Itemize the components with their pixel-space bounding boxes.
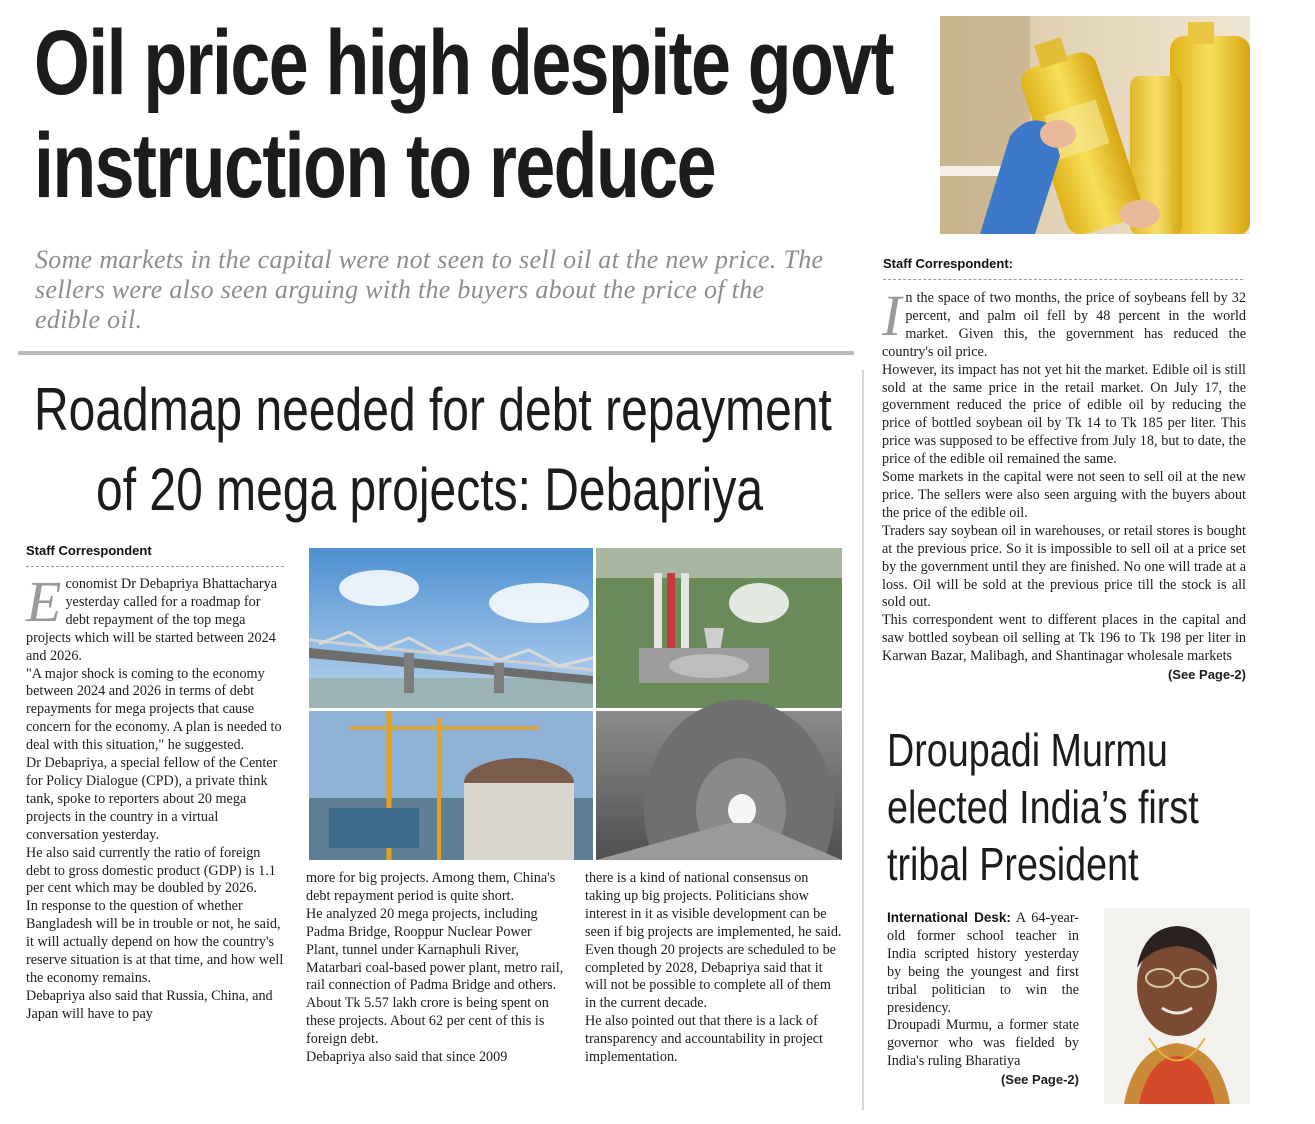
bridge-photo (309, 548, 593, 708)
debt-column-1 (26, 569, 284, 1024)
lead-paragraph (882, 612, 1246, 683)
debt-paragraph: Even though 20 projects are scheduled to be completed by 2028, Debapriya said that it will not be possible to complete all of them in the current decade. (585, 941, 836, 1012)
see-page-link[interactable]: (See Page-2) (1000, 1072, 1079, 1088)
see-page-link[interactable]: (See Page-2) (1167, 667, 1246, 683)
debt-paragraph: In response to the question of whether Bangladesh will be in trouble or not, he said, it will actually depend on how the country's reserve situation is at that time, and how well the economy remains. (26, 898, 284, 986)
debt-paragraph: Debapriya also said that since 2009 (306, 1049, 508, 1066)
debt-column-3 (585, 870, 843, 1067)
debt-paragraph: About Tk 5.57 lakh crore is being spent on these projects. About 62 per cent of this is foreign debt. (306, 995, 549, 1048)
lead-headline-line2: instruction to reduce (34, 115, 715, 217)
murmu-headline-line1: Droupadi Murmu (887, 724, 1168, 776)
mega-projects-photo-collage (309, 548, 842, 860)
murmu-story-body (887, 909, 1079, 1089)
debt-paragraph: He also pointed out that there is a lack of transparency and accountability in project implementation. (585, 1013, 823, 1066)
debt-paragraph: Dr Debapriya, a special fellow of the Center for Policy Dialogue (CPD), a private think tank, spoke to reporters about 20 mega projects in the country in a virtual conversation yesterday. (26, 755, 278, 843)
murmu-byline: International Desk: (887, 910, 1011, 925)
lead-byline: Staff Correspondent: (883, 256, 1243, 280)
murmu-paragraph (887, 909, 1079, 1017)
lead-dropcap: I (882, 283, 902, 348)
lead-subhead: Some markets in the capital were not seen to sell oil at the new price. The sellers were also seen arguing with the buyers about the price of the edible oil. (35, 245, 824, 334)
debt-paragraph: more for big projects. Among them, China's debt repayment period is quite short. (306, 870, 556, 904)
debt-paragraph: there is a kind of national consensus on taking up big projects. Politicians show interest in it as visible development can be seen if big projects are implemented, he said. (585, 870, 842, 940)
lead-paragraph: Some markets in the capital were not seen to sell oil at the new price. The sellers were also seen arguing with the buyers about the price of the edible oil. (882, 469, 1246, 521)
murmu-headline (887, 722, 1199, 893)
lead-paragraph-text: This correspondent went to different places in the capital and saw bottled soybean oil selling at Tk 196 to Tk 198 per liter in Karwan Bazar, Malibagh, and Shantinagar wholesale markets (882, 612, 1246, 665)
murmu-paragraph (887, 1017, 1079, 1088)
lead-paragraph: However, its impact has not yet hit the market. Edible oil is still sold at the same price in the retail market. On July 17, the government reduced the price of edible oil by reducing the price of bottled soybean oil by Tk 14 to Tk 185 per liter. This price was supposed to be effective from July 18, but to date, the price of the edible oil remained the same. (882, 361, 1246, 468)
debt-headline-line1: Roadmap needed for debt repayment (34, 376, 832, 443)
lead-paragraph: Traders say soybean oil in warehouses, or retail stores is bought at the previous price. So it is impossible to sell oil at a price set by the government until they are finished. No one will trade at a loss. Oil will be sold at the previous price till the stock is all sold out. (882, 522, 1246, 611)
murmu-headline-line2: elected India’s first (887, 781, 1199, 833)
oil-bottles-photo (940, 16, 1250, 234)
debt-paragraph: conomist Dr Debapriya Bhattacharya yesterday called for a roadmap for debt repayment of the top mega projects which will be started between 2024 and 2026. (26, 576, 277, 664)
murmu-intro: A 64-year-old former school teacher in India scripted history yesterday by being the youngest and first tribal politician to win the presidency. (887, 910, 1079, 1016)
debt-dropcap: E (26, 569, 62, 634)
debt-byline: Staff Correspondent (26, 543, 284, 567)
section-divider (18, 351, 854, 355)
nuclear-plant-construction-photo (309, 711, 593, 860)
debt-paragraph: "A major shock is coming to the economy between 2024 and 2026 in terms of debt repayments for mega projects that cause concern for the economy. A plan is needed to deal with this situation," he suggested. (26, 665, 282, 754)
lead-headline-line1: Oil price high despite govt (34, 12, 893, 114)
debt-column-2 (306, 870, 564, 1067)
lead-paragraph: n the space of two months, the price of soybeans fell by 32 percent, and palm oil fell by 48 percent in the world market. Given this, the government has reduced the country's oil price. (882, 290, 1246, 360)
power-plant-photo (596, 548, 842, 708)
murmu-headline-line3: tribal President (887, 838, 1139, 890)
tunnel-photo (596, 700, 842, 860)
lead-headline (34, 12, 939, 218)
debt-paragraph: He analyzed 20 mega projects, including Padma Bridge, Rooppur Nuclear Power Plant, tunnel under Karnaphuli River, Matarbari coal-based power plant, metro rail, rail connection of Padma Bridge and others. (306, 905, 564, 994)
column-divider (862, 370, 864, 1110)
debt-headline-line2: of 20 mega projects: Debapriya (96, 456, 764, 523)
debt-paragraph: He also said currently the ratio of foreign debt to gross domestic product (GDP) is 1.1 per cent which may be doubled by 2026. (26, 844, 276, 897)
droupadi-murmu-portrait (1104, 908, 1250, 1104)
debt-paragraph: Debapriya also said that Russia, China, and Japan will have to pay (26, 987, 273, 1022)
lead-story-body (882, 283, 1246, 684)
murmu-body: Droupadi Murmu, a former state governor who was fielded by India's ruling Bharatiya (887, 1017, 1079, 1070)
